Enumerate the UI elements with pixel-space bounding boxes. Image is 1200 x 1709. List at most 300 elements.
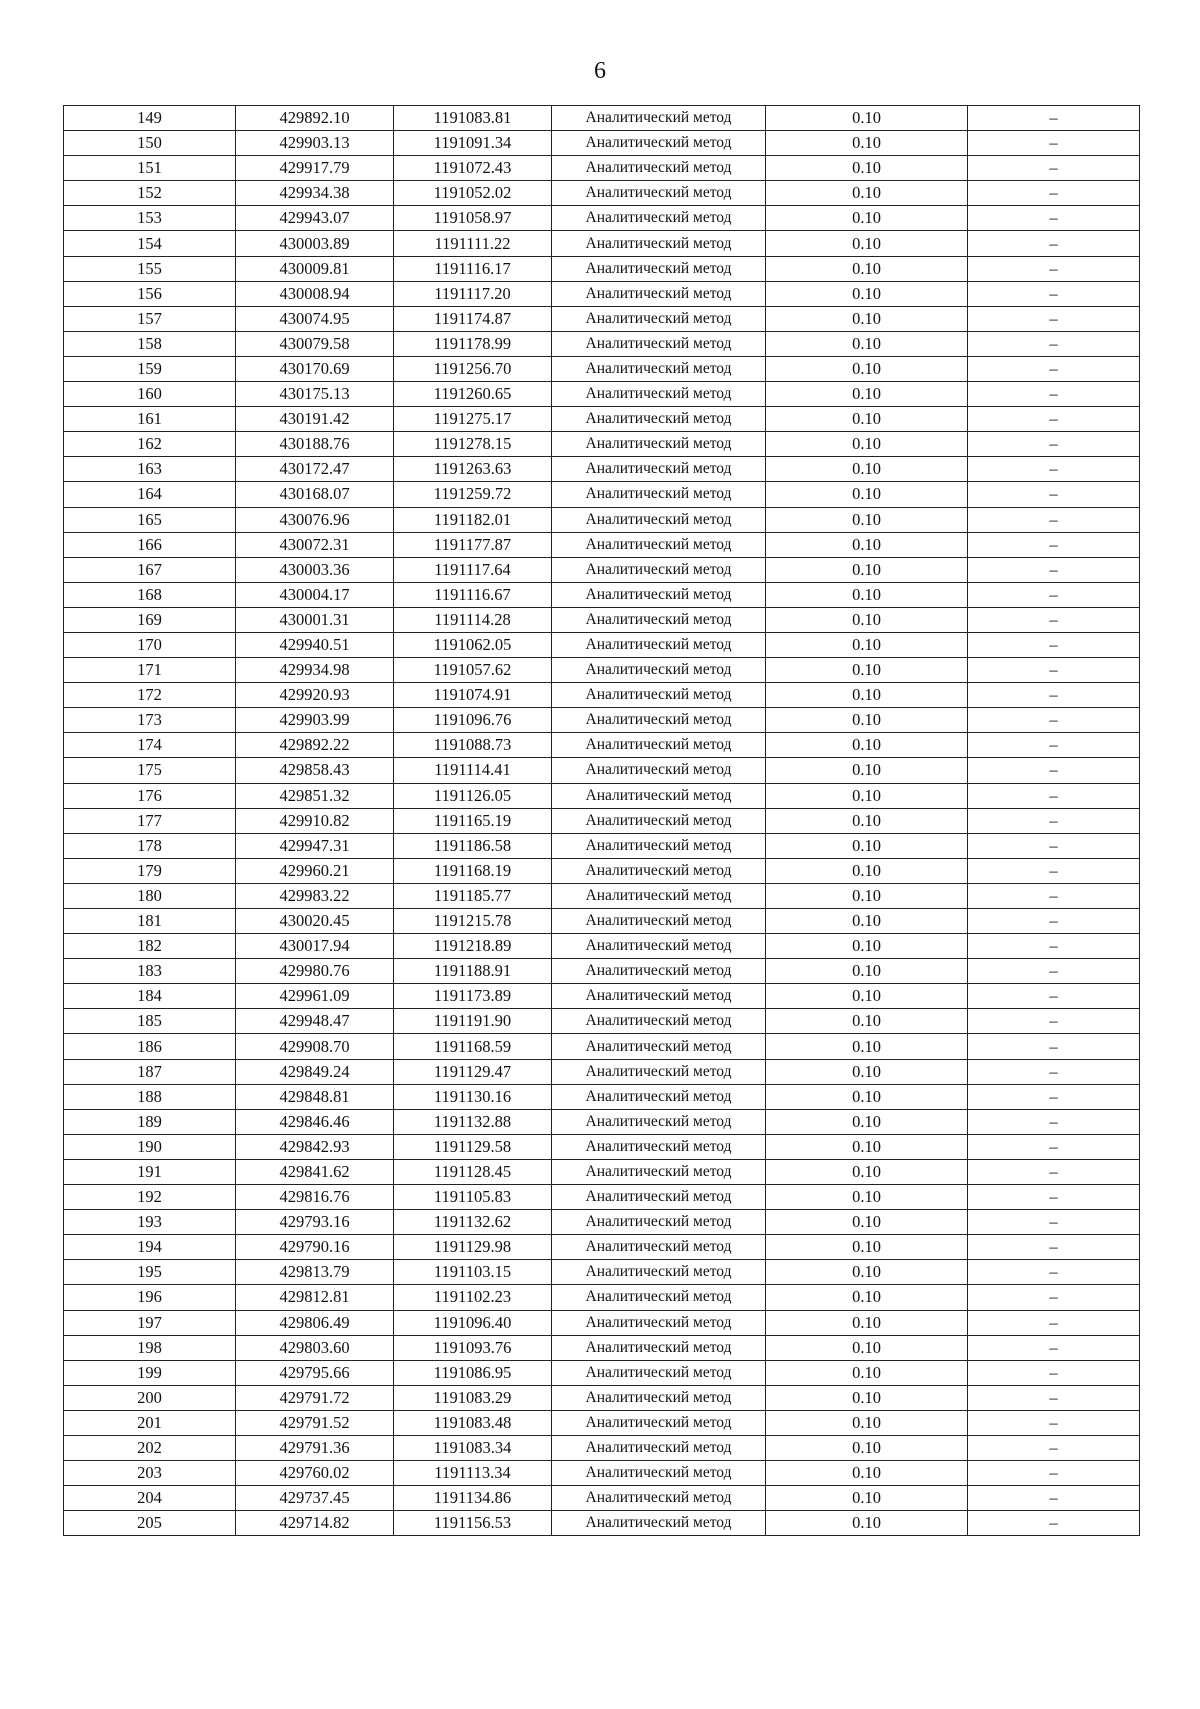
accuracy-cell: 0.10: [766, 281, 968, 306]
y-coordinate-cell: 1191102.23: [394, 1285, 552, 1310]
description-cell: –: [968, 833, 1140, 858]
method-cell: Аналитический метод: [552, 281, 766, 306]
point-number-cell: 197: [64, 1310, 236, 1335]
description-cell: –: [968, 356, 1140, 381]
x-coordinate-cell: 430172.47: [236, 457, 394, 482]
y-coordinate-cell: 1191129.47: [394, 1059, 552, 1084]
table-row: [64, 382, 1140, 407]
accuracy-cell: 0.10: [766, 1486, 968, 1511]
table-row: [64, 1235, 1140, 1260]
method-cell: Аналитический метод: [552, 432, 766, 457]
y-coordinate-cell: 1191074.91: [394, 683, 552, 708]
accuracy-cell: 0.10: [766, 181, 968, 206]
table-row: [64, 984, 1140, 1009]
table-row: [64, 632, 1140, 657]
y-coordinate-cell: 1191091.34: [394, 131, 552, 156]
y-coordinate-cell: 1191116.67: [394, 582, 552, 607]
x-coordinate-cell: 429793.16: [236, 1210, 394, 1235]
method-cell: Аналитический метод: [552, 1360, 766, 1385]
method-cell: Аналитический метод: [552, 883, 766, 908]
y-coordinate-cell: 1191182.01: [394, 507, 552, 532]
method-cell: Аналитический метод: [552, 708, 766, 733]
point-number-cell: 172: [64, 683, 236, 708]
method-cell: Аналитический метод: [552, 959, 766, 984]
method-cell: Аналитический метод: [552, 1486, 766, 1511]
point-number-cell: 175: [64, 758, 236, 783]
point-number-cell: 186: [64, 1034, 236, 1059]
x-coordinate-cell: 429803.60: [236, 1335, 394, 1360]
description-cell: –: [968, 1134, 1140, 1159]
description-cell: –: [968, 658, 1140, 683]
table-row: [64, 331, 1140, 356]
point-number-cell: 171: [64, 658, 236, 683]
x-coordinate-cell: 429791.36: [236, 1435, 394, 1460]
point-number-cell: 200: [64, 1385, 236, 1410]
x-coordinate-cell: 429806.49: [236, 1310, 394, 1335]
x-coordinate-cell: 429760.02: [236, 1461, 394, 1486]
description-cell: –: [968, 959, 1140, 984]
x-coordinate-cell: 430003.89: [236, 231, 394, 256]
x-coordinate-cell: 429795.66: [236, 1360, 394, 1385]
accuracy-cell: 0.10: [766, 758, 968, 783]
table-row: [64, 432, 1140, 457]
y-coordinate-cell: 1191256.70: [394, 356, 552, 381]
method-cell: Аналитический метод: [552, 934, 766, 959]
accuracy-cell: 0.10: [766, 1109, 968, 1134]
point-number-cell: 177: [64, 808, 236, 833]
y-coordinate-cell: 1191083.81: [394, 106, 552, 131]
description-cell: –: [968, 557, 1140, 582]
description-cell: –: [968, 934, 1140, 959]
y-coordinate-cell: 1191058.97: [394, 206, 552, 231]
point-number-cell: 151: [64, 156, 236, 181]
accuracy-cell: 0.10: [766, 131, 968, 156]
table-row: [64, 1210, 1140, 1235]
accuracy-cell: 0.10: [766, 306, 968, 331]
accuracy-cell: 0.10: [766, 1235, 968, 1260]
point-number-cell: 194: [64, 1235, 236, 1260]
table-row: [64, 1360, 1140, 1385]
method-cell: Аналитический метод: [552, 607, 766, 632]
point-number-cell: 190: [64, 1134, 236, 1159]
point-number-cell: 180: [64, 883, 236, 908]
description-cell: –: [968, 1185, 1140, 1210]
point-number-cell: 173: [64, 708, 236, 733]
accuracy-cell: 0.10: [766, 1310, 968, 1335]
x-coordinate-cell: 429920.93: [236, 683, 394, 708]
method-cell: Аналитический метод: [552, 909, 766, 934]
point-number-cell: 176: [64, 783, 236, 808]
method-cell: Аналитический метод: [552, 733, 766, 758]
method-cell: Аналитический метод: [552, 181, 766, 206]
description-cell: –: [968, 708, 1140, 733]
y-coordinate-cell: 1191130.16: [394, 1084, 552, 1109]
table-row: [64, 256, 1140, 281]
method-cell: Аналитический метод: [552, 1335, 766, 1360]
x-coordinate-cell: 429858.43: [236, 758, 394, 783]
table-row: [64, 1385, 1140, 1410]
description-cell: –: [968, 532, 1140, 557]
accuracy-cell: 0.10: [766, 984, 968, 1009]
y-coordinate-cell: 1191186.58: [394, 833, 552, 858]
point-number-cell: 174: [64, 733, 236, 758]
method-cell: Аналитический метод: [552, 1210, 766, 1235]
x-coordinate-cell: 430074.95: [236, 306, 394, 331]
description-cell: –: [968, 1059, 1140, 1084]
method-cell: Аналитический метод: [552, 582, 766, 607]
table-row: [64, 1435, 1140, 1460]
y-coordinate-cell: 1191096.40: [394, 1310, 552, 1335]
method-cell: Аналитический метод: [552, 507, 766, 532]
description-cell: –: [968, 1335, 1140, 1360]
y-coordinate-cell: 1191174.87: [394, 306, 552, 331]
accuracy-cell: 0.10: [766, 909, 968, 934]
accuracy-cell: 0.10: [766, 1210, 968, 1235]
point-number-cell: 158: [64, 331, 236, 356]
x-coordinate-cell: 430076.96: [236, 507, 394, 532]
description-cell: –: [968, 582, 1140, 607]
coordinates-table-body: [64, 106, 1140, 1536]
description-cell: –: [968, 733, 1140, 758]
y-coordinate-cell: 1191185.77: [394, 883, 552, 908]
point-number-cell: 205: [64, 1511, 236, 1536]
x-coordinate-cell: 429903.99: [236, 708, 394, 733]
description-cell: –: [968, 156, 1140, 181]
method-cell: Аналитический метод: [552, 783, 766, 808]
point-number-cell: 199: [64, 1360, 236, 1385]
table-row: [64, 1260, 1140, 1285]
y-coordinate-cell: 1191168.19: [394, 858, 552, 883]
point-number-cell: 187: [64, 1059, 236, 1084]
table-row: [64, 683, 1140, 708]
description-cell: –: [968, 331, 1140, 356]
x-coordinate-cell: 430004.17: [236, 582, 394, 607]
method-cell: Аналитический метод: [552, 683, 766, 708]
description-cell: –: [968, 482, 1140, 507]
description-cell: –: [968, 808, 1140, 833]
description-cell: –: [968, 984, 1140, 1009]
y-coordinate-cell: 1191114.28: [394, 607, 552, 632]
accuracy-cell: 0.10: [766, 934, 968, 959]
point-number-cell: 162: [64, 432, 236, 457]
coordinates-table: [63, 105, 1140, 1536]
table-row: [64, 1335, 1140, 1360]
point-number-cell: 195: [64, 1260, 236, 1285]
method-cell: Аналитический метод: [552, 1285, 766, 1310]
point-number-cell: 163: [64, 457, 236, 482]
table-row: [64, 1486, 1140, 1511]
table-row: [64, 281, 1140, 306]
x-coordinate-cell: 430170.69: [236, 356, 394, 381]
accuracy-cell: 0.10: [766, 1009, 968, 1034]
method-cell: Аналитический метод: [552, 1185, 766, 1210]
table-row: [64, 181, 1140, 206]
x-coordinate-cell: 429790.16: [236, 1235, 394, 1260]
point-number-cell: 156: [64, 281, 236, 306]
y-coordinate-cell: 1191132.62: [394, 1210, 552, 1235]
method-cell: Аналитический метод: [552, 1059, 766, 1084]
description-cell: –: [968, 1235, 1140, 1260]
y-coordinate-cell: 1191156.53: [394, 1511, 552, 1536]
method-cell: Аналитический метод: [552, 231, 766, 256]
table-row: [64, 457, 1140, 482]
y-coordinate-cell: 1191105.83: [394, 1185, 552, 1210]
description-cell: –: [968, 106, 1140, 131]
point-number-cell: 167: [64, 557, 236, 582]
x-coordinate-cell: 429714.82: [236, 1511, 394, 1536]
point-number-cell: 184: [64, 984, 236, 1009]
y-coordinate-cell: 1191132.88: [394, 1109, 552, 1134]
method-cell: Аналитический метод: [552, 658, 766, 683]
table-row: [64, 407, 1140, 432]
point-number-cell: 166: [64, 532, 236, 557]
x-coordinate-cell: 429841.62: [236, 1159, 394, 1184]
accuracy-cell: 0.10: [766, 1285, 968, 1310]
method-cell: Аналитический метод: [552, 331, 766, 356]
y-coordinate-cell: 1191083.48: [394, 1410, 552, 1435]
x-coordinate-cell: 430001.31: [236, 607, 394, 632]
table-row: [64, 557, 1140, 582]
accuracy-cell: 0.10: [766, 156, 968, 181]
accuracy-cell: 0.10: [766, 1410, 968, 1435]
point-number-cell: 201: [64, 1410, 236, 1435]
y-coordinate-cell: 1191278.15: [394, 432, 552, 457]
y-coordinate-cell: 1191134.86: [394, 1486, 552, 1511]
point-number-cell: 153: [64, 206, 236, 231]
point-number-cell: 193: [64, 1210, 236, 1235]
method-cell: Аналитический метод: [552, 1009, 766, 1034]
method-cell: Аналитический метод: [552, 1260, 766, 1285]
accuracy-cell: 0.10: [766, 482, 968, 507]
x-coordinate-cell: 430072.31: [236, 532, 394, 557]
method-cell: Аналитический метод: [552, 1235, 766, 1260]
table-row: [64, 959, 1140, 984]
point-number-cell: 204: [64, 1486, 236, 1511]
table-row: [64, 783, 1140, 808]
method-cell: Аналитический метод: [552, 1034, 766, 1059]
y-coordinate-cell: 1191165.19: [394, 808, 552, 833]
accuracy-cell: 0.10: [766, 683, 968, 708]
method-cell: Аналитический метод: [552, 407, 766, 432]
point-number-cell: 170: [64, 632, 236, 657]
description-cell: –: [968, 1210, 1140, 1235]
x-coordinate-cell: 430008.94: [236, 281, 394, 306]
x-coordinate-cell: 429947.31: [236, 833, 394, 858]
accuracy-cell: 0.10: [766, 858, 968, 883]
description-cell: –: [968, 382, 1140, 407]
method-cell: Аналитический метод: [552, 1134, 766, 1159]
y-coordinate-cell: 1191057.62: [394, 658, 552, 683]
table-row: [64, 306, 1140, 331]
x-coordinate-cell: 429846.46: [236, 1109, 394, 1134]
method-cell: Аналитический метод: [552, 382, 766, 407]
x-coordinate-cell: 430175.13: [236, 382, 394, 407]
accuracy-cell: 0.10: [766, 206, 968, 231]
point-number-cell: 150: [64, 131, 236, 156]
x-coordinate-cell: 429892.10: [236, 106, 394, 131]
x-coordinate-cell: 429903.13: [236, 131, 394, 156]
y-coordinate-cell: 1191052.02: [394, 181, 552, 206]
accuracy-cell: 0.10: [766, 557, 968, 582]
description-cell: –: [968, 1435, 1140, 1460]
table-row: [64, 131, 1140, 156]
page-number: 6: [594, 58, 606, 84]
table-row: [64, 1159, 1140, 1184]
description-cell: –: [968, 1009, 1140, 1034]
y-coordinate-cell: 1191275.17: [394, 407, 552, 432]
x-coordinate-cell: 429917.79: [236, 156, 394, 181]
table-row: [64, 532, 1140, 557]
description-cell: –: [968, 306, 1140, 331]
method-cell: Аналитический метод: [552, 984, 766, 1009]
method-cell: Аналитический метод: [552, 106, 766, 131]
y-coordinate-cell: 1191088.73: [394, 733, 552, 758]
description-cell: –: [968, 607, 1140, 632]
table-row: [64, 808, 1140, 833]
table-row: [64, 482, 1140, 507]
table-row: [64, 1134, 1140, 1159]
description-cell: –: [968, 407, 1140, 432]
method-cell: Аналитический метод: [552, 1410, 766, 1435]
x-coordinate-cell: 429812.81: [236, 1285, 394, 1310]
y-coordinate-cell: 1191177.87: [394, 532, 552, 557]
accuracy-cell: 0.10: [766, 432, 968, 457]
accuracy-cell: 0.10: [766, 256, 968, 281]
table-row: [64, 582, 1140, 607]
accuracy-cell: 0.10: [766, 883, 968, 908]
method-cell: Аналитический метод: [552, 1511, 766, 1536]
table-row: [64, 658, 1140, 683]
y-coordinate-cell: 1191260.65: [394, 382, 552, 407]
x-coordinate-cell: 429943.07: [236, 206, 394, 231]
table-row: [64, 1410, 1140, 1435]
table-row: [64, 1009, 1140, 1034]
accuracy-cell: 0.10: [766, 507, 968, 532]
x-coordinate-cell: 429934.38: [236, 181, 394, 206]
y-coordinate-cell: 1191263.63: [394, 457, 552, 482]
method-cell: Аналитический метод: [552, 808, 766, 833]
x-coordinate-cell: 429892.22: [236, 733, 394, 758]
accuracy-cell: 0.10: [766, 708, 968, 733]
accuracy-cell: 0.10: [766, 1084, 968, 1109]
x-coordinate-cell: 429851.32: [236, 783, 394, 808]
point-number-cell: 196: [64, 1285, 236, 1310]
point-number-cell: 160: [64, 382, 236, 407]
accuracy-cell: 0.10: [766, 331, 968, 356]
table-row: [64, 909, 1140, 934]
table-row: [64, 858, 1140, 883]
method-cell: Аналитический метод: [552, 632, 766, 657]
accuracy-cell: 0.10: [766, 733, 968, 758]
table-row: [64, 1461, 1140, 1486]
x-coordinate-cell: 430003.36: [236, 557, 394, 582]
table-row: [64, 733, 1140, 758]
point-number-cell: 164: [64, 482, 236, 507]
point-number-cell: 189: [64, 1109, 236, 1134]
x-coordinate-cell: 430079.58: [236, 331, 394, 356]
table-row: [64, 106, 1140, 131]
accuracy-cell: 0.10: [766, 106, 968, 131]
y-coordinate-cell: 1191117.20: [394, 281, 552, 306]
y-coordinate-cell: 1191173.89: [394, 984, 552, 1009]
x-coordinate-cell: 429908.70: [236, 1034, 394, 1059]
method-cell: Аналитический метод: [552, 256, 766, 281]
y-coordinate-cell: 1191086.95: [394, 1360, 552, 1385]
x-coordinate-cell: 429983.22: [236, 883, 394, 908]
y-coordinate-cell: 1191218.89: [394, 934, 552, 959]
x-coordinate-cell: 429960.21: [236, 858, 394, 883]
y-coordinate-cell: 1191129.58: [394, 1134, 552, 1159]
accuracy-cell: 0.10: [766, 582, 968, 607]
y-coordinate-cell: 1191188.91: [394, 959, 552, 984]
y-coordinate-cell: 1191191.90: [394, 1009, 552, 1034]
x-coordinate-cell: 429848.81: [236, 1084, 394, 1109]
method-cell: Аналитический метод: [552, 131, 766, 156]
description-cell: –: [968, 858, 1140, 883]
description-cell: –: [968, 1034, 1140, 1059]
point-number-cell: 203: [64, 1461, 236, 1486]
point-number-cell: 182: [64, 934, 236, 959]
y-coordinate-cell: 1191259.72: [394, 482, 552, 507]
point-number-cell: 149: [64, 106, 236, 131]
y-coordinate-cell: 1191062.05: [394, 632, 552, 657]
point-number-cell: 155: [64, 256, 236, 281]
x-coordinate-cell: 429948.47: [236, 1009, 394, 1034]
accuracy-cell: 0.10: [766, 407, 968, 432]
description-cell: –: [968, 457, 1140, 482]
x-coordinate-cell: 430009.81: [236, 256, 394, 281]
table-row: [64, 356, 1140, 381]
description-cell: –: [968, 1511, 1140, 1536]
point-number-cell: 157: [64, 306, 236, 331]
x-coordinate-cell: 430020.45: [236, 909, 394, 934]
description-cell: –: [968, 883, 1140, 908]
point-number-cell: 183: [64, 959, 236, 984]
method-cell: Аналитический метод: [552, 758, 766, 783]
y-coordinate-cell: 1191103.15: [394, 1260, 552, 1285]
description-cell: –: [968, 1084, 1140, 1109]
y-coordinate-cell: 1191129.98: [394, 1235, 552, 1260]
description-cell: –: [968, 507, 1140, 532]
table-row: [64, 1034, 1140, 1059]
description-cell: –: [968, 758, 1140, 783]
point-number-cell: 185: [64, 1009, 236, 1034]
method-cell: Аналитический метод: [552, 156, 766, 181]
x-coordinate-cell: 430017.94: [236, 934, 394, 959]
table-row: [64, 231, 1140, 256]
point-number-cell: 168: [64, 582, 236, 607]
description-cell: –: [968, 281, 1140, 306]
accuracy-cell: 0.10: [766, 1260, 968, 1285]
method-cell: Аналитический метод: [552, 1385, 766, 1410]
point-number-cell: 154: [64, 231, 236, 256]
x-coordinate-cell: 429961.09: [236, 984, 394, 1009]
method-cell: Аналитический метод: [552, 482, 766, 507]
description-cell: –: [968, 1385, 1140, 1410]
point-number-cell: 198: [64, 1335, 236, 1360]
x-coordinate-cell: 429813.79: [236, 1260, 394, 1285]
x-coordinate-cell: 429842.93: [236, 1134, 394, 1159]
table-row: [64, 1285, 1140, 1310]
accuracy-cell: 0.10: [766, 382, 968, 407]
accuracy-cell: 0.10: [766, 1134, 968, 1159]
table-row: [64, 1084, 1140, 1109]
accuracy-cell: 0.10: [766, 1435, 968, 1460]
method-cell: Аналитический метод: [552, 1084, 766, 1109]
table-row: [64, 1185, 1140, 1210]
description-cell: –: [968, 1410, 1140, 1435]
description-cell: –: [968, 1260, 1140, 1285]
